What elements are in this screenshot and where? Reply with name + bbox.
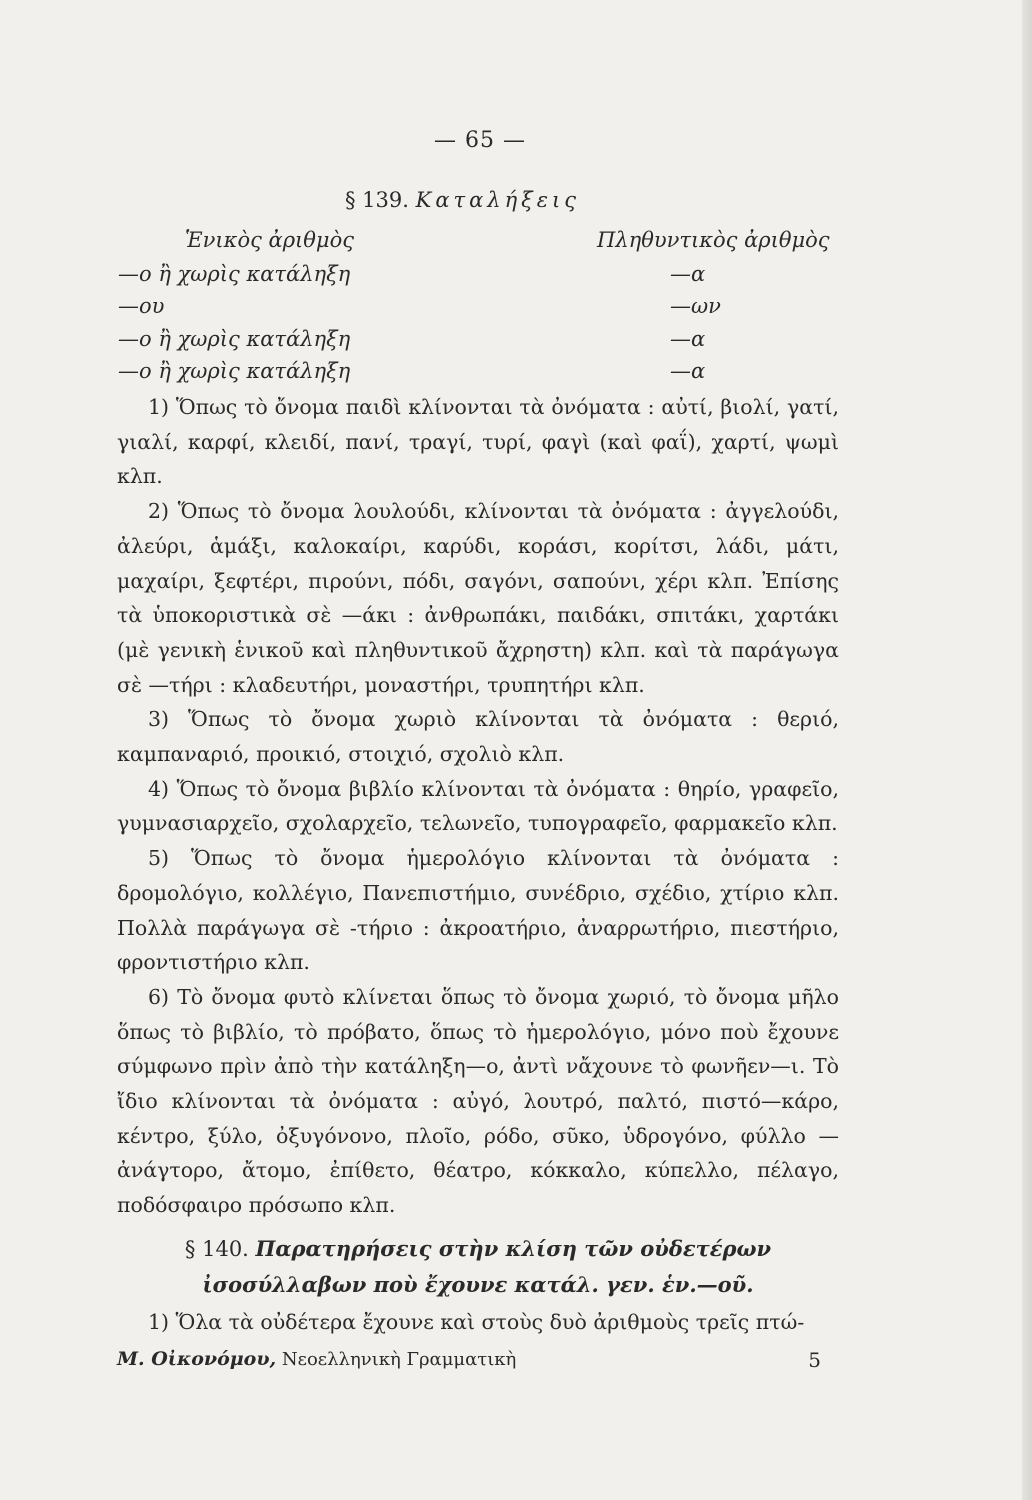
footer bbox=[117, 1348, 839, 1370]
ending-singular: —ο ἢ χωρὶς κατάληξη bbox=[118, 327, 351, 351]
footer-signature: 5 bbox=[808, 1348, 821, 1372]
ending-singular: —ο ἢ χωρὶς κατάληξη bbox=[118, 359, 351, 383]
footer-book-title: Νεοελληνικὴ Γραμματικὴ bbox=[281, 1349, 517, 1370]
paragraph-5: 5) Ὅπως τὸ ὄνομα ἡμερολόγιο κλίνονται τὰ ὀνόματα : δρομολόγιο, κολλέγιο, Πανεπιστήμιο, συνέδριο, σχέδιο, χτίριο κλπ. Πολλὰ παράγωγα σὲ -τήριο : ἀκροατήριο, ἀναρρωτήριο, πιεστήριο, φροντιστήριο κλπ. bbox=[117, 846, 839, 975]
ending-row bbox=[118, 262, 838, 292]
section-139-number: § 139. bbox=[345, 188, 409, 212]
ending-row bbox=[118, 327, 838, 357]
page-number: — 65 — bbox=[434, 128, 526, 153]
page-edge bbox=[1022, 0, 1032, 1500]
ending-singular: —ο ἢ χωρὶς κατάληξη bbox=[118, 262, 351, 286]
paragraph-6: 6) Τὸ ὄνομα φυτὸ κλίνεται ὅπως τὸ ὄνομα χωριό, τὸ ὄνομα μῆλο ὅπως τὸ βιβλίο, τὸ πρόβατο, ὅπως τὸ ἡμερολόγιο, μόνο ποὺ ἔχουνε σύμφωνο πρὶν ἀπὸ τὴν κατάληξη—ο, ἀντὶ νἄχουνε τὸ φωνῆεν—ι. Τὸ ἴδιο κλίνονται τὰ ὀνόματα : αὐγό, λουτρό, παλτό, πιστό—κάρο, κέντρο, ξύλο, ὀξυγόνονο, πλοῖο, ρόδο, σῦκο, ὑδρογόνο, φύλλο — ἀνάγτορο, ἄτομο, ἐπίθετο, θέατρο, κόκκαλο, κύπελλο, πέλαγο, ποδόσφαιρο πρόσωπο κλπ. bbox=[117, 984, 839, 1218]
section-139-heading bbox=[345, 188, 580, 212]
section-140-title-line2: ἰσοσύλλαβων ποὺ ἔχουνε κατάλ. γεν. ἑν.—οῦ. bbox=[202, 1271, 754, 1297]
ending-plural: —α bbox=[670, 359, 706, 383]
paragraph-3: 3) Ὅπως τὸ ὄνομα χωριὸ κλίνονται τὰ ὀνόματα : θεριό, καμπαναριό, προικιό, στοιχιό, σχολιὸ κλπ. bbox=[117, 707, 839, 767]
paragraph-2: 2) Ὅπως τὸ ὄνομα λουλούδι, κλίνονται τὰ ὀνόματα : ἀγγελούδι, ἀλεύρι, ἁμάξι, καλοκαίρι, καρύδι, κοράσι, κορίτσι, λάδι, μάτι, μαχαίρι, ξεφτέρι, πιρούνι, πόδι, σαγόνι, σαπούνι, χέρι κλπ. Ἐπίσης τὰ ὑποκοριστικὰ σὲ —άκι : ἀνθρωπάκι, παιδάκι, σπιτάκι, χαρτάκι (μὲ γενικὴ ἑνικοῦ καὶ πληθυντικοῦ ἄχρηστη) κλπ. καὶ τὰ παράγωγα σὲ —τήρι : κλαδευτήρι, μοναστήρι, τρυπητήρι κλπ. bbox=[117, 499, 839, 697]
paragraph-140-1: 1) Ὅλα τὰ οὐδέτερα ἔχουνε καὶ στοὺς δυὸ ἀριθμοὺς τρεῖς πτώ- bbox=[148, 1309, 805, 1334]
ending-row bbox=[118, 294, 838, 324]
ending-plural: —α bbox=[670, 262, 706, 286]
section-139-title: Καταλήξεις bbox=[415, 188, 581, 212]
ending-row bbox=[118, 359, 838, 389]
paragraph-4: 4) Ὅπως τὸ ὄνομα βιβλίο κλίνονται τὰ ὀνόματα : θηρίο, γραφεῖο, γυμνασιαρχεῖο, σχολαρχεῖο, τελωνεῖο, τυπογραφεῖο, φαρμακεῖο κλπ. bbox=[117, 776, 839, 836]
ending-singular: —ου bbox=[118, 294, 165, 318]
paragraph-1: 1) Ὅπως τὸ ὄνομα παιδὶ κλίνονται τὰ ὀνόματα : αὐτί, βιολί, γατί, γιαλί, καρφί, κλειδί, πανί, τραγί, τυρί, φαγὶ (καὶ φαΐ), χαρτί, ψωμὶ κλπ. bbox=[117, 395, 839, 489]
ending-plural: —ων bbox=[670, 294, 721, 318]
section-140-number: § 140. bbox=[184, 1236, 249, 1261]
footer-author: Μ. Οἰκονόμου, bbox=[117, 1348, 277, 1370]
section-140-heading bbox=[117, 1231, 839, 1303]
column-header-plural: Πληθυντικὸς ἀριθμὸς bbox=[597, 228, 830, 252]
ending-plural: —α bbox=[670, 327, 706, 351]
column-header-singular: Ἑνικὸς ἀριθμὸς bbox=[185, 228, 354, 252]
body-text bbox=[117, 390, 839, 1340]
section-140-title-line1: Παρατηρήσεις στὴν κλίση τῶν οὐδετέρων bbox=[255, 1235, 772, 1261]
